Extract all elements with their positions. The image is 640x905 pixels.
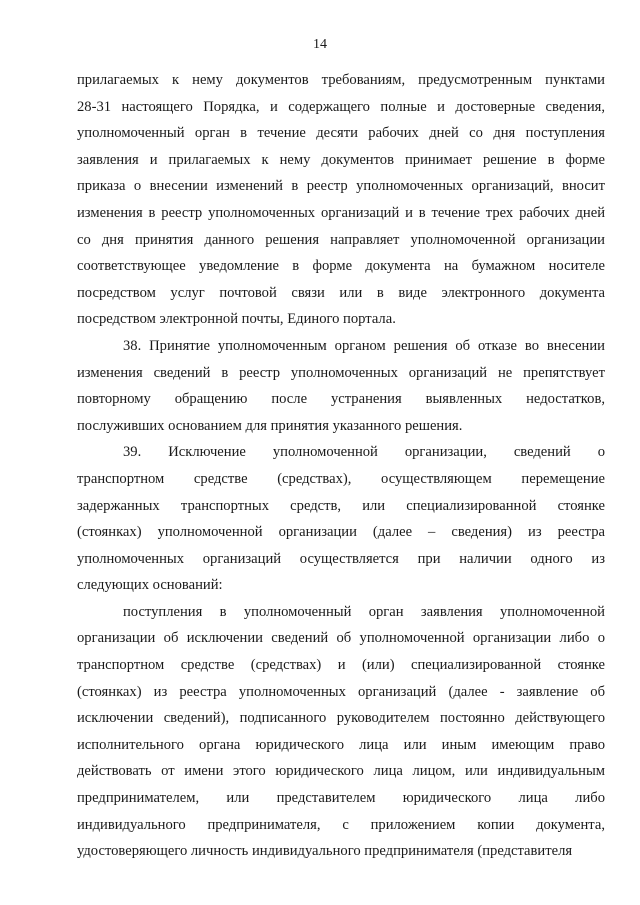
- text-line: организации об исключении сведений об уполномоченной организации либо о: [77, 630, 605, 647]
- text-line: изменения сведений в реестр уполномоченных организаций не препятствует: [77, 364, 605, 381]
- text-line: изменения в реестр уполномоченных организаций и в течение трех рабочих дней: [77, 204, 605, 221]
- text-line: удостоверяющего личность индивидуального предпринимателя (представителя: [77, 843, 573, 860]
- text-line: повторному обращению после устранения выявленных недостатков,: [77, 391, 605, 408]
- text-line: уполномоченный орган в течение десяти рабочих дней со дня поступления: [77, 125, 605, 142]
- text-line: задержанных транспортных средств, или специализированной стоянке: [77, 497, 605, 514]
- text-line: (стоянках) уполномоченной организации (далее – сведения) из реестра: [77, 524, 605, 541]
- text-line: предпринимателем, или представителем юридического лица либо: [77, 790, 605, 807]
- text-line: следующих оснований:: [77, 577, 223, 594]
- page-number: 14: [313, 37, 327, 52]
- text-line: 39. Исключение уполномоченной организации, сведений о: [123, 444, 605, 461]
- text-line: исполнительного органа юридического лица или иным имеющим право: [77, 736, 605, 753]
- text-line: со дня принятия данного решения направляет уполномоченной организации: [77, 231, 605, 248]
- text-line: послуживших основанием для принятия указанного решения.: [77, 417, 463, 434]
- paragraph-p-continuation: [77, 67, 605, 333]
- text-line: посредством электронной почты, Единого портала.: [77, 311, 396, 328]
- text-line: (стоянках) из реестра уполномоченных организаций (далее - заявление об: [77, 683, 605, 700]
- text-line: посредством услуг почтовой связи или в виде электронного документа: [77, 284, 605, 301]
- text-line: заявления и прилагаемых к нему документов принимает решение в форме: [77, 151, 605, 168]
- text-line: соответствующее уведомление в форме документа на бумажном носителе: [77, 258, 605, 275]
- text-line: транспортном средстве (средствах), осуществляющем перемещение: [77, 470, 605, 487]
- text-line: прилагаемых к нему документов требованиям, предусмотренным пунктами: [77, 72, 605, 88]
- text-line: 28-31 настоящего Порядка, и содержащего полные и достоверные сведения,: [77, 98, 605, 115]
- paragraph-p-39-1: [77, 599, 605, 865]
- text-line: исключении сведений), подписанного руководителем постоянно действующего: [77, 710, 605, 727]
- text-line: индивидуального предпринимателя, с приложением копии документа,: [77, 816, 605, 833]
- text-line: транспортном средстве (средствах) и (или) специализированной стоянке: [77, 657, 605, 674]
- paragraph-p-38: [77, 333, 605, 439]
- document-body: [77, 67, 605, 865]
- text-line: действовать от имени этого юридического лица лицом, или индивидуальным: [77, 763, 605, 780]
- text-line: поступления в уполномоченный орган заявления уполномоченной: [123, 603, 605, 620]
- text-line: приказа о внесении изменений в реестр уполномоченных организаций, вносит: [77, 178, 605, 195]
- text-line: уполномоченных организаций осуществляется при наличии одного из: [77, 550, 605, 567]
- paragraph-p-39: [77, 439, 605, 599]
- text-line: 38. Принятие уполномоченным органом решения об отказе во внесении: [123, 337, 605, 354]
